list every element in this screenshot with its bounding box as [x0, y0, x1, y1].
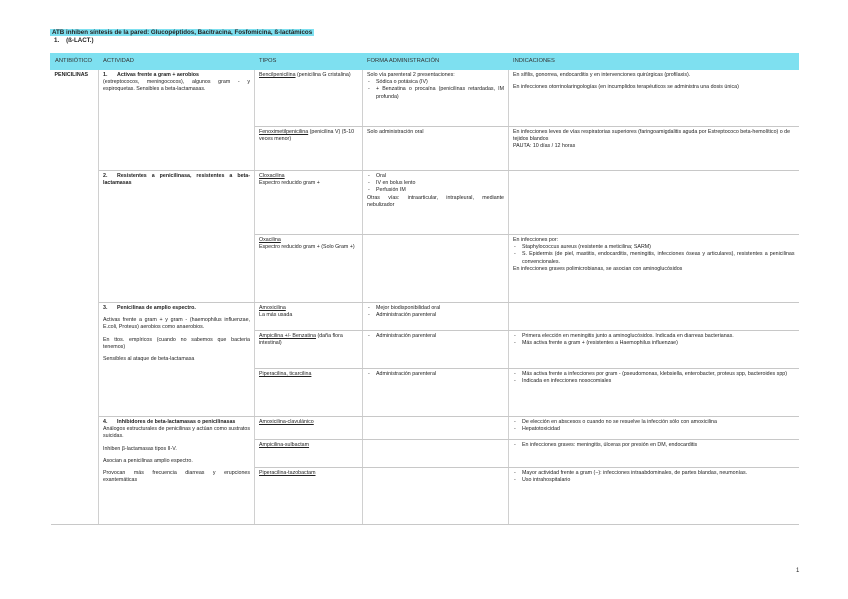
heading-sub-label: (ß-LACT.) [66, 37, 94, 44]
type-cell: Bencilpenicilina (penicilina G cristalina) [255, 70, 363, 127]
col-header-admin: FORMA ADMINISTRACIÓN [363, 54, 509, 70]
admin-cell: - Administración parenteral [363, 331, 509, 369]
col-header-antibiotic: ANTIBIÓTICO [51, 54, 99, 70]
col-header-indications: INDICACIONES [509, 54, 799, 70]
type-cell: Amoxicilina-clavulánico [255, 417, 363, 440]
indication-cell: En infecciones por: - Staphylococcus aureus (resistente a meticilina; SARM) - S. Epidermis (de piel, mastitis, endocarditis, meningitis, infecciones óseas y articulares), resistentes a penicilinas convencionales. En infecciones graves polimicrobianas, se asocian con aminoglucósidos [509, 235, 799, 303]
activity-cell: 1. Activas frente a gram + aerobios (estreptococos, meningococos), algunos gram - y espiroquetas. Sensibles a beta-lactamasas. [99, 70, 255, 171]
activity-cell: 2. Resistentes a penicilinasa, resistentes a beta-lactamasas [99, 171, 255, 303]
admin-cell: Solo administración oral [363, 127, 509, 171]
type-cell: Ampicilina-sulbactam [255, 440, 363, 468]
table-row [51, 303, 799, 331]
admin-cell [363, 440, 509, 468]
indication-cell: - Más activa frente a infecciones por gram - (pseudomonas, klebsiella, enterobacter, proteus spp, bacteroides spp) - Indicada en infecciones nosocomiales [509, 369, 799, 417]
indication-cell: En sífilis, gonorrea, endocarditis y en intervenciones quirúrgicas (profilaxis). En infecciones otorrinolaringologías (en incumplidos terapéuticos se administra una dosis única) [509, 70, 799, 127]
indication-cell [509, 303, 799, 331]
type-cell: Amoxicilina La más usada [255, 303, 363, 331]
col-header-types: TIPOS [255, 54, 363, 70]
activity-cell: 4. Inhibidores de beta-lactamasas o penicilinasas Análogos estructurales de penicilinas y actúan como sustratos suicidas. Inhiben β-lactamasas tipos II-V. Asocian a penicilinas amplio espectro. Provocan más frecuencia diarreas y erupciones exantemáticas [99, 417, 255, 525]
type-cell: Ampicilina +/- Benzatina (daña flora intestinal) [255, 331, 363, 369]
admin-cell [363, 417, 509, 440]
document-heading [50, 29, 314, 45]
activity-cell: 3. Penicilinas de amplio espectro. Activas frente a gram + y gram - (haemophilus influenzae, E.coli, Proteus) aerobios como anaerobios. En ttos. empíricos (cuando no sabemos que bacteria tenemos) Sensibles al ataque de beta-lactamasa [99, 303, 255, 417]
indication-cell: - Primera elección en meningitis junto a aminoglucósidos. Indicada en diarreas bacterianas. - Más activa frente a gram + (resistentes a Haemophilus influenzae) [509, 331, 799, 369]
admin-cell: - Oral - IV en bolus lento - Perfusión IM Otras vías: intraarticular, intrapleural, mediante nebulizador [363, 171, 509, 235]
admin-cell [363, 235, 509, 303]
type-cell: Piperacilina, ticarcilina [255, 369, 363, 417]
indication-cell: - En infecciones graves: meningitis, úlceras por presión en DM, endocarditis [509, 440, 799, 468]
indication-cell: - Mayor actividad frente a gram (−): infecciones intraabdominales, de partes blandas, neumonías. - Uso intrahospitalario [509, 468, 799, 525]
type-cell: Oxacilina Espectro reducido gram + (Solo Gram +) [255, 235, 363, 303]
admin-cell: - Mejor biodisponibilidad oral - Administración parenteral [363, 303, 509, 331]
heading-sub-number: 1. [54, 37, 60, 44]
page-number: 1 [796, 568, 800, 574]
table-row [51, 417, 799, 440]
table-row [51, 70, 799, 127]
admin-cell: Solo vía parenteral 2 presentaciones: - Sódica o potásica (IV) - + Benzatina o procaína (penicilinas retardadas, IM profunda) [363, 70, 509, 127]
table-row [51, 171, 799, 235]
table-header-row [51, 54, 799, 70]
indication-cell: En infecciones leves de vías respiratorias superiores (faringoamigdalitis aguda por Estreptococo beta-hemolítico) o de tejidos blandos PAUTA: 10 días / 12 horas [509, 127, 799, 171]
type-cell: Piperacilina-tazobactam [255, 468, 363, 525]
admin-cell [363, 468, 509, 525]
type-cell: Cloxacilina Espectro reducido gram + [255, 171, 363, 235]
antibiotics-table [50, 53, 799, 525]
indication-cell: - De elección en abscesos o cuando no se resuelve la infección sólo con amoxicilina - Hepatotoxicidad [509, 417, 799, 440]
heading-title: ATB inhiben síntesis de la pared: Glucopéptidos, Bacitracina, Fosfomicina, ß-lactámicos [52, 29, 313, 36]
admin-cell: - Administración parenteral [363, 369, 509, 417]
antibiotic-name: PENICILINAS [51, 70, 99, 525]
col-header-activity: ACTIVIDAD [99, 54, 255, 70]
type-cell: Fenoximetilpenicilina (penicilina V) (5-10 veces menor) [255, 127, 363, 171]
indication-cell [509, 171, 799, 235]
